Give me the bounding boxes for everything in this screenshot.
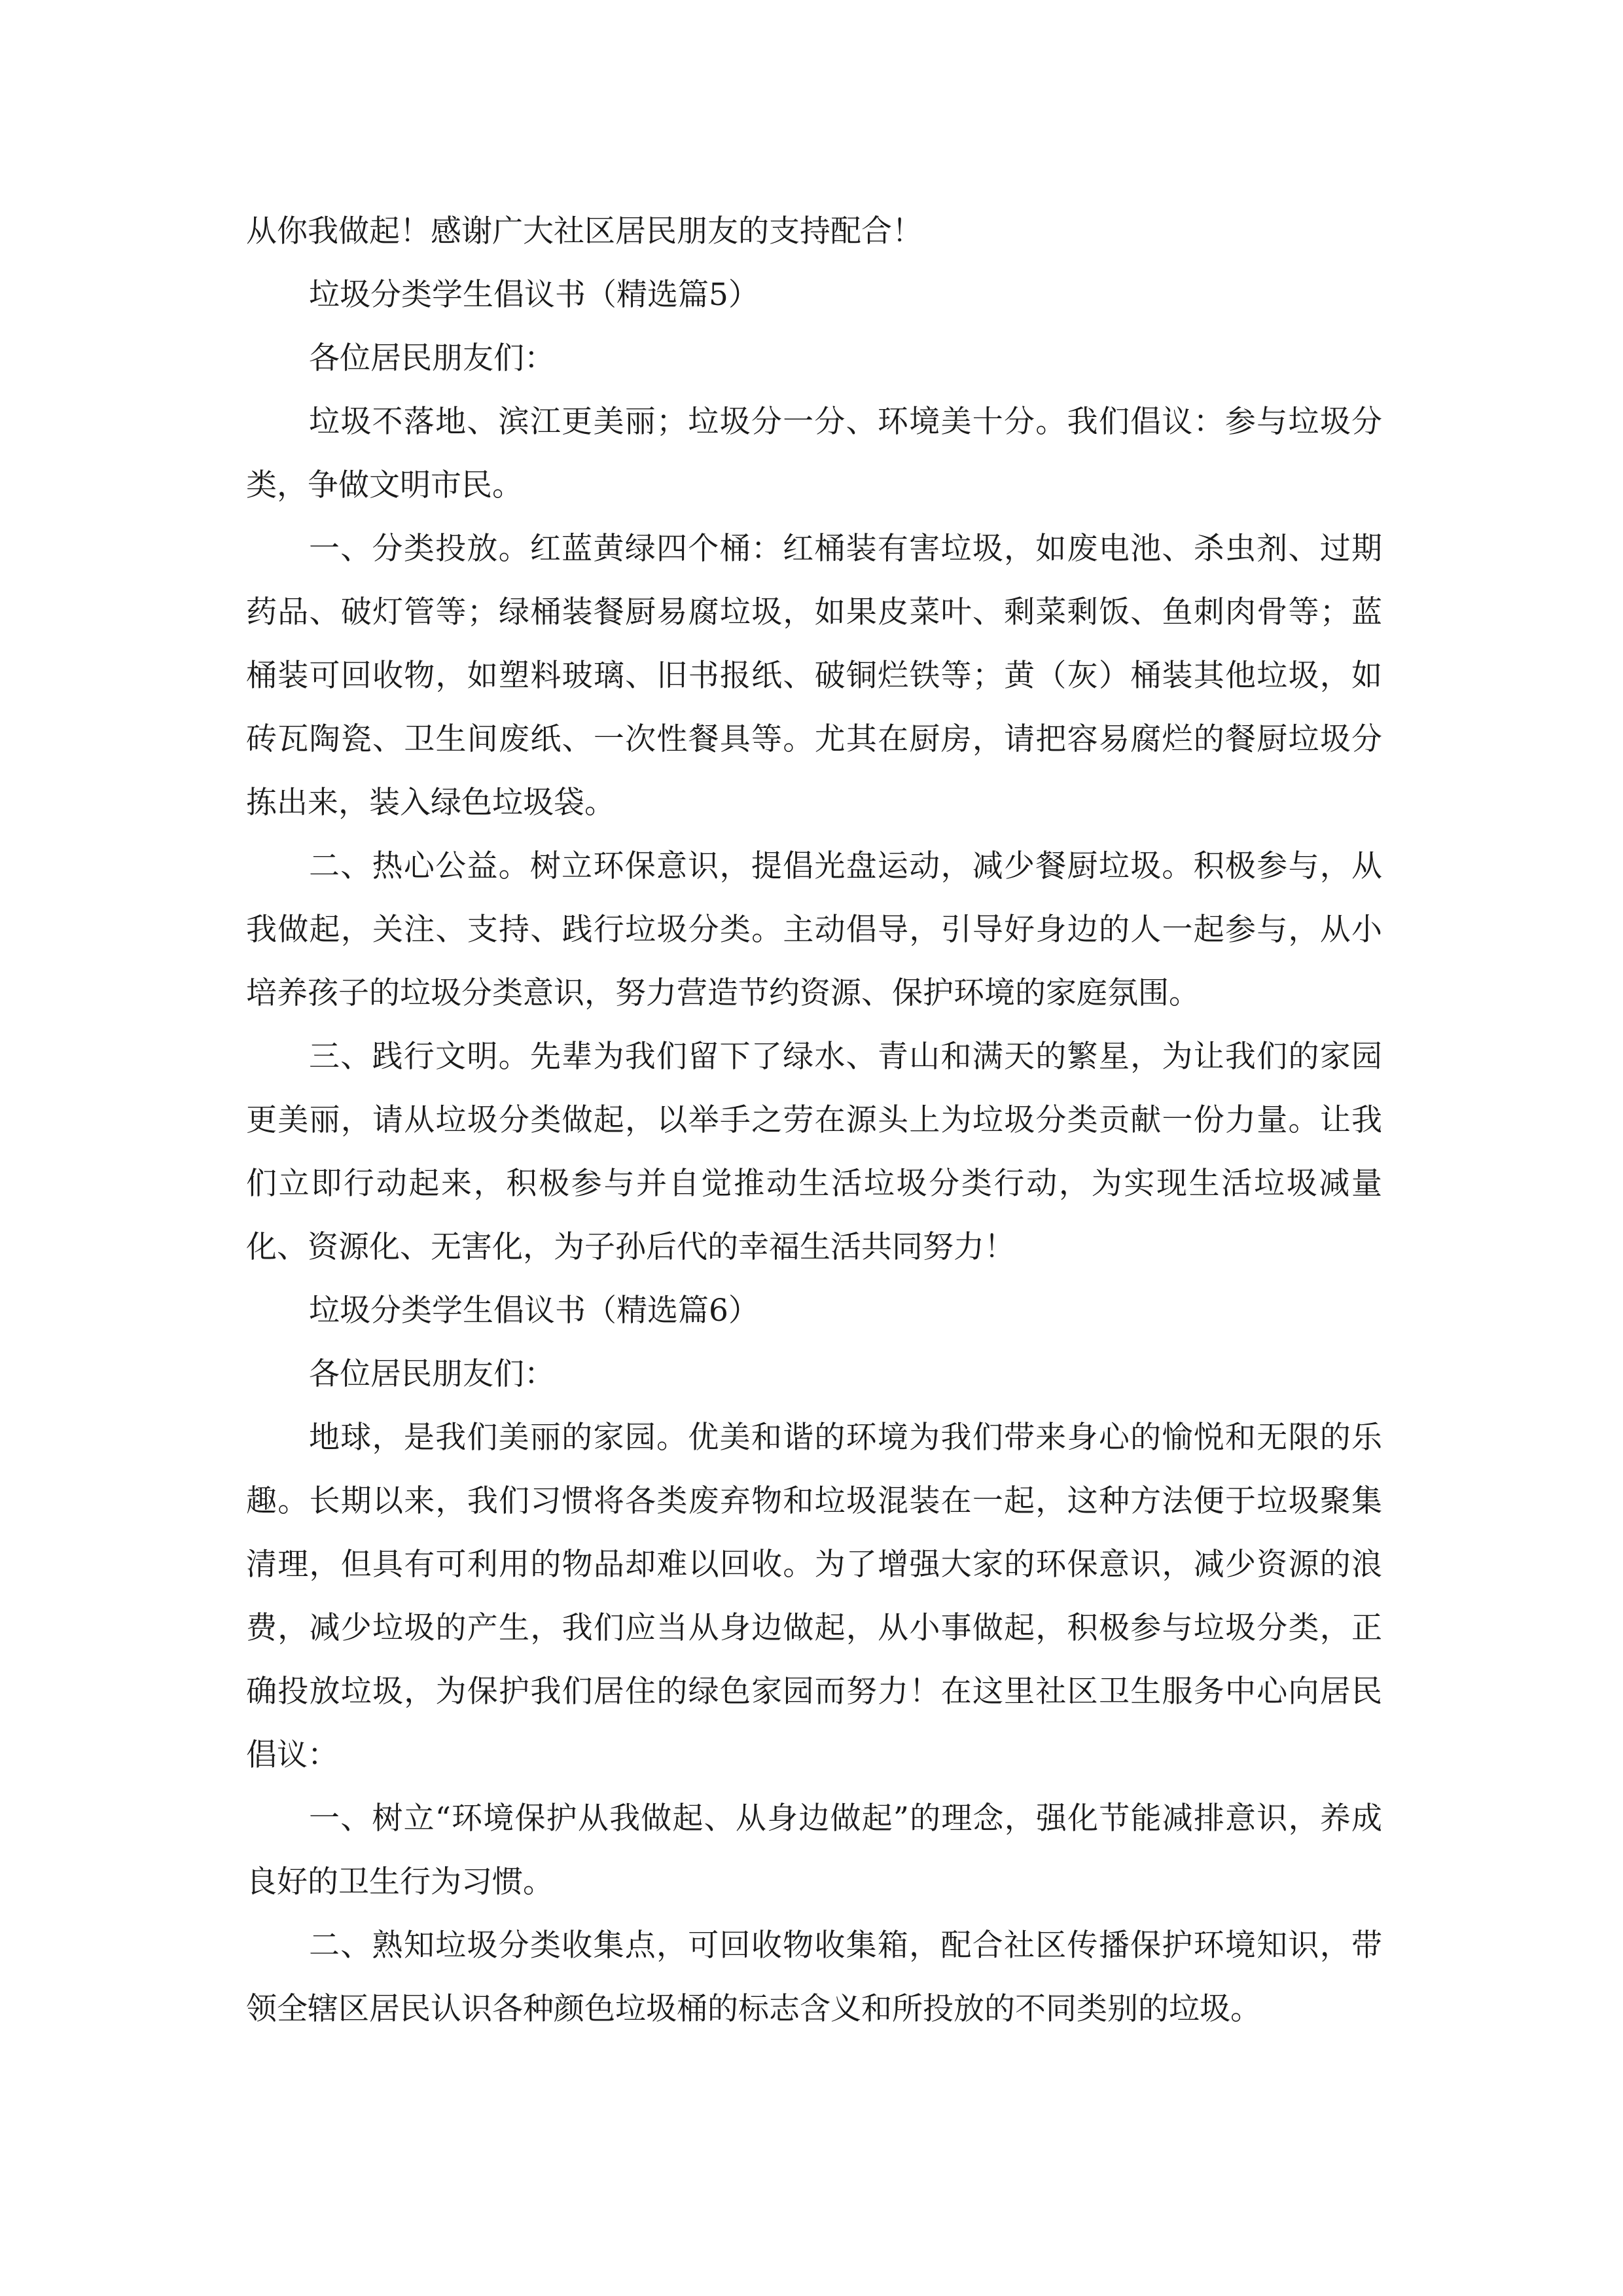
section-heading-6: 垃圾分类学生倡议书（精选篇6）	[309, 1293, 759, 1329]
paragraph-point-5-2: 二、热心公益。树立环保意识，提倡光盘运动，减少餐厨垃圾。积极参与，从我做起，关注、支持、践行垃圾分类。主动倡导，引导好身边的人一起参与，从小培养孩子的垃圾分类意识，努力营造节约资源、保护环境的家庭氛围。	[246, 848, 1382, 1011]
paragraph-intro-6: 地球，是我们美丽的家园。优美和谐的环境为我们带来身心的愉悦和无限的乐趣。长期以来，我们习惯将各类废弃物和垃圾混装在一起，这种方法便于垃圾聚集清理，但具有可利用的物品却难以回收。为了增强大家的环保意识，减少资源的浪费，减少垃圾的产生，我们应当从身边做起，从小事做起，积极参与垃圾分类，正确投放垃圾，为保护我们居住的绿色家园而努力！在这里社区卫生服务中心向居民倡议：	[246, 1420, 1382, 1773]
paragraph-point-6-2: 二、熟知垃圾分类收集点，可回收物收集箱，配合社区传播保护环境知识，带领全辖区居民认识各种颜色垃圾桶的标志含义和所投放的不同类别的垃圾。	[246, 1928, 1382, 2027]
salutation-6: 各位居民朋友们：	[309, 1356, 555, 1392]
paragraph-point-5-3: 三、践行文明。先辈为我们留下了绿水、青山和满天的繁星，为让我们的家园更美丽，请从垃圾分类做起，以举手之劳在源头上为垃圾分类贡献一份力量。让我们立即行动起来，积极参与并自觉推动生活垃圾分类行动，为实现生活垃圾减量化、资源化、无害化，为子孙后代的幸福生活共同努力！	[246, 1039, 1382, 1265]
section-heading-5: 垃圾分类学生倡议书（精选篇5）	[309, 277, 759, 313]
paragraph-intro-5: 垃圾不落地、滨江更美丽；垃圾分一分、环境美十分。我们倡议：参与垃圾分类，争做文明市民。	[246, 404, 1382, 503]
salutation-5: 各位居民朋友们：	[309, 340, 555, 376]
document-body	[246, 200, 1382, 2041]
paragraph-point-6-1: 一、树立“环境保护从我做起、从身边做起”的理念，强化节能减排意识，养成良好的卫生行为习惯。	[246, 1801, 1382, 1900]
paragraph-continuation: 从你我做起！感谢广大社区居民朋友的支持配合！	[246, 213, 923, 249]
paragraph-point-5-1: 一、分类投放。红蓝黄绿四个桶：红桶装有害垃圾，如废电池、杀虫剂、过期药品、破灯管等；绿桶装餐厨易腐垃圾，如果皮菜叶、剩菜剩饭、鱼刺肉骨等；蓝桶装可回收物，如塑料玻璃、旧书报纸、破铜烂铁等；黄（灰）桶装其他垃圾，如砖瓦陶瓷、卫生间废纸、一次性餐具等。尤其在厨房，请把容易腐烂的餐厨垃圾分拣出来，装入绿色垃圾袋。	[246, 531, 1382, 821]
